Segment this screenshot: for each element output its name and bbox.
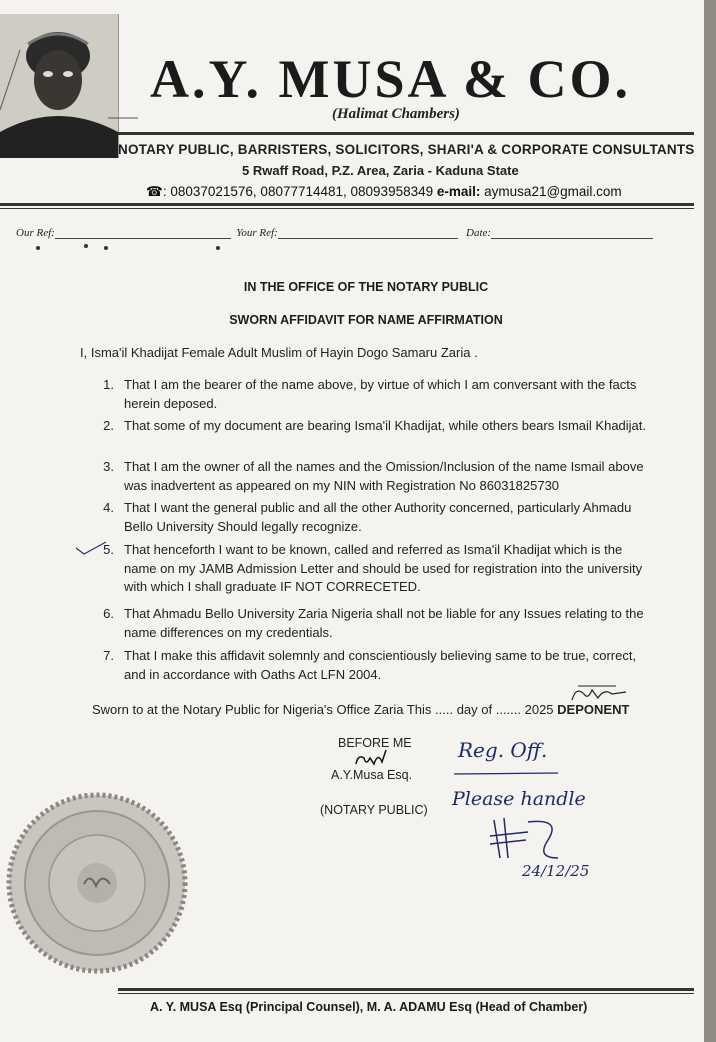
affidavit-page: A.Y. MUSA & CO. (Halimat Chambers) NOTARY PUBLIC, BARRISTERS, SOLICITORS, SHARI'A & CORPORATE CONSULTANTS 5 Rwaff Road, P.Z. Area, Zaria - Kaduna State ☎: 08037021576, 08077714481, 08093958349 e-mail: aymusa21@gmail.com Our Ref: Your Ref: Date: IN THE OFFICE OF THE NOTARY PUBLIC SWORN AFFIDAVIT FOR NAME AFFIRMATION I, Isma'il Khadijat Female Adult Muslim of Hayin Dogo Samaru Zaria . 1. That I am the bearer of the name above, by virtue of which I am conversant with the facts herein deposed. 2. That some of my document are bearing Isma'il Khadijat, while others bears Ismail Khadijat. 3. That I am the owner of all the names and the Omission/Inclusion of the name Ismail above was inadvertent as appeared on my NIN with Registration No 86031825730 4. That I want the general public and all the other Authority concerned, particularly Ahmadu Bello University Should legally recognize. 5. That henceforth I want to be known, called and referred as Isma'il Khadijat which is the name on my JAMB Admission Letter and should be used for registration into the university with which I shall graduate IF NOT CORRECETED. 6. That Ahmadu Bello University Zaria Nigeria shall not be liable for any Issues relating to the name differences on my credentials. 7. That I make this affidavit solemnly and conscientiously believing same to be true, correct, and in accordance with Oaths Act LFN 2004. Sworn to at the Notary Public for Nigeria's Office Zaria This ..... day of ....... 2025 DEPONENT BEFORE ME A.Y.Musa Esq. (NOTARY PUBLIC) Reg. Off. Please handle 24/12/25 A. Y. MUSA Esq (Principal Counsel), M. A. ADAMU Esq (Head of Chamber) — [0, 0, 704, 1042]
header-rule-thin — [0, 208, 694, 209]
deponent-label: DEPONENT — [557, 702, 630, 717]
our-ref-label: Our Ref: — [16, 227, 55, 239]
before-me-label: BEFORE ME — [338, 736, 412, 750]
notary-title: (NOTARY PUBLIC) — [320, 803, 428, 817]
address-line: 5 Rwaff Road, P.Z. Area, Zaria - Kaduna State — [242, 163, 519, 178]
handwritten-date: 24/12/25 — [522, 862, 590, 880]
office-heading: IN THE OFFICE OF THE NOTARY PUBLIC — [243, 280, 489, 294]
services-line: NOTARY PUBLIC, BARRISTERS, SOLICITORS, SHARI'A & CORPORATE CONSULTANTS — [118, 142, 695, 157]
your-ref-label: Your Ref: — [236, 227, 278, 239]
deponent-signature — [568, 682, 630, 706]
affidavit-title: SWORN AFFIDAVIT FOR NAME AFFIRMATION — [229, 313, 503, 327]
handwritten-initials — [488, 814, 568, 862]
deponent-intro: I, Isma'il Khadijat Female Adult Muslim of Hayin Dogo Samaru Zaria . — [80, 345, 478, 360]
pen-marks — [0, 30, 140, 120]
phone-icon: ☎: — [146, 184, 167, 199]
email-address: aymusa21@gmail.com — [484, 184, 622, 199]
handwritten-underline — [452, 770, 562, 778]
header-rule-thick — [0, 203, 694, 206]
chambers-name: (Halimat Chambers) — [332, 106, 460, 122]
handwritten-reg-off: Reg. Off. — [458, 738, 548, 762]
footer-counsel: A. Y. MUSA Esq (Principal Counsel), M. A. ADAMU Esq (Head of Chamber) — [150, 1000, 588, 1014]
handwritten-instruction: Please handle — [452, 788, 586, 810]
notary-name: A.Y.Musa Esq. — [331, 768, 413, 782]
firm-name: A.Y. MUSA & CO. — [150, 49, 632, 109]
stray-dots — [30, 236, 230, 256]
letterhead-rule — [118, 132, 694, 135]
contact-line — [146, 184, 622, 200]
phone-numbers: 08037021576, 08077714481, 08093958349 — [170, 184, 434, 199]
footer-rule-thick — [118, 988, 694, 991]
sworn-line: Sworn to at the Notary Public for Nigeria's Office Zaria This ..... day of ....... 2025 DEPONENT — [92, 702, 630, 717]
footer-rule-thin — [118, 993, 694, 994]
check-mark-icon — [74, 540, 108, 558]
notary-seal — [6, 792, 188, 974]
email-label: e-mail: — [436, 184, 481, 199]
date-label: Date: — [466, 227, 492, 239]
